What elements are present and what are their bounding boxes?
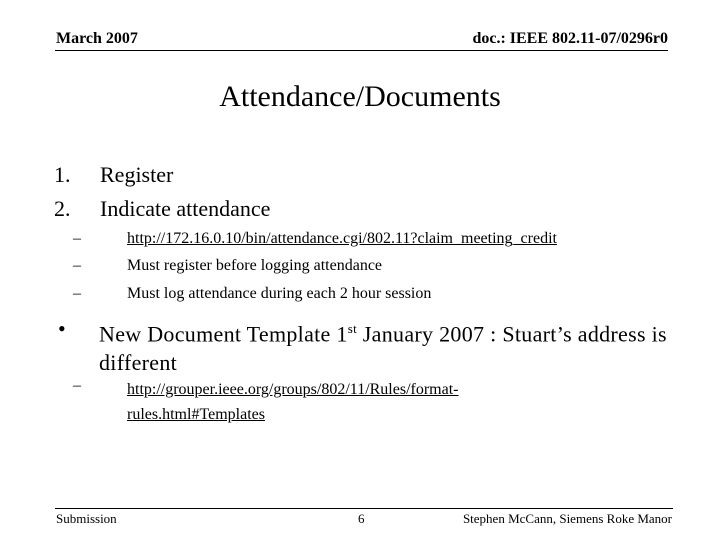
footer-submission: Submission: [56, 511, 117, 526]
list-item-text: Indicate attendance: [100, 196, 271, 221]
list-item-text: Register: [100, 162, 174, 187]
sub-item-text: Must log attendance during each 2 hour session: [127, 285, 432, 302]
list-item-indicate-attendance: [54, 196, 270, 222]
bullet-marker: •: [58, 316, 66, 341]
dash-marker: –: [73, 377, 81, 394]
template-link-line-2[interactable]: rules.html#Templates: [127, 406, 265, 423]
sub-item-register: [73, 257, 382, 275]
sub-item-text: Must register before logging attendance: [127, 257, 383, 274]
sub-item-log-attendance: [73, 285, 431, 303]
bullet-text: [99, 314, 679, 377]
sub-item-attendance-link: [73, 230, 557, 248]
footer-rule: [55, 508, 673, 509]
template-link[interactable]: [127, 377, 459, 427]
header-rule: [55, 50, 668, 51]
bullet-text-end: January 2007 : Stuart’s address is different: [99, 321, 667, 376]
list-item-number: 1.: [54, 162, 71, 187]
attendance-link[interactable]: http://172.16.0.10/bin/attendance.cgi/802.11?claim_meeting_credit: [127, 230, 557, 247]
list-item-number: 2.: [54, 196, 71, 221]
dash-marker: –: [73, 257, 81, 274]
dash-marker: –: [73, 230, 81, 247]
page-title: Attendance/Documents: [219, 80, 501, 113]
bullet-text-start: New Document Template 1: [99, 321, 348, 347]
dash-marker: –: [73, 285, 81, 302]
list-item-register: [54, 162, 173, 188]
header-date: March 2007: [56, 30, 138, 47]
header-doc-id: doc.: IEEE 802.11-07/0296r0: [472, 30, 668, 47]
template-link-line-1[interactable]: http://grouper.ieee.org/groups/802/11/Rules/format-: [127, 381, 459, 398]
footer-author: Stephen McCann, Siemens Roke Manor: [462, 511, 672, 526]
footer-page-number: 6: [358, 511, 365, 526]
ordinal-suffix: st: [347, 321, 357, 336]
